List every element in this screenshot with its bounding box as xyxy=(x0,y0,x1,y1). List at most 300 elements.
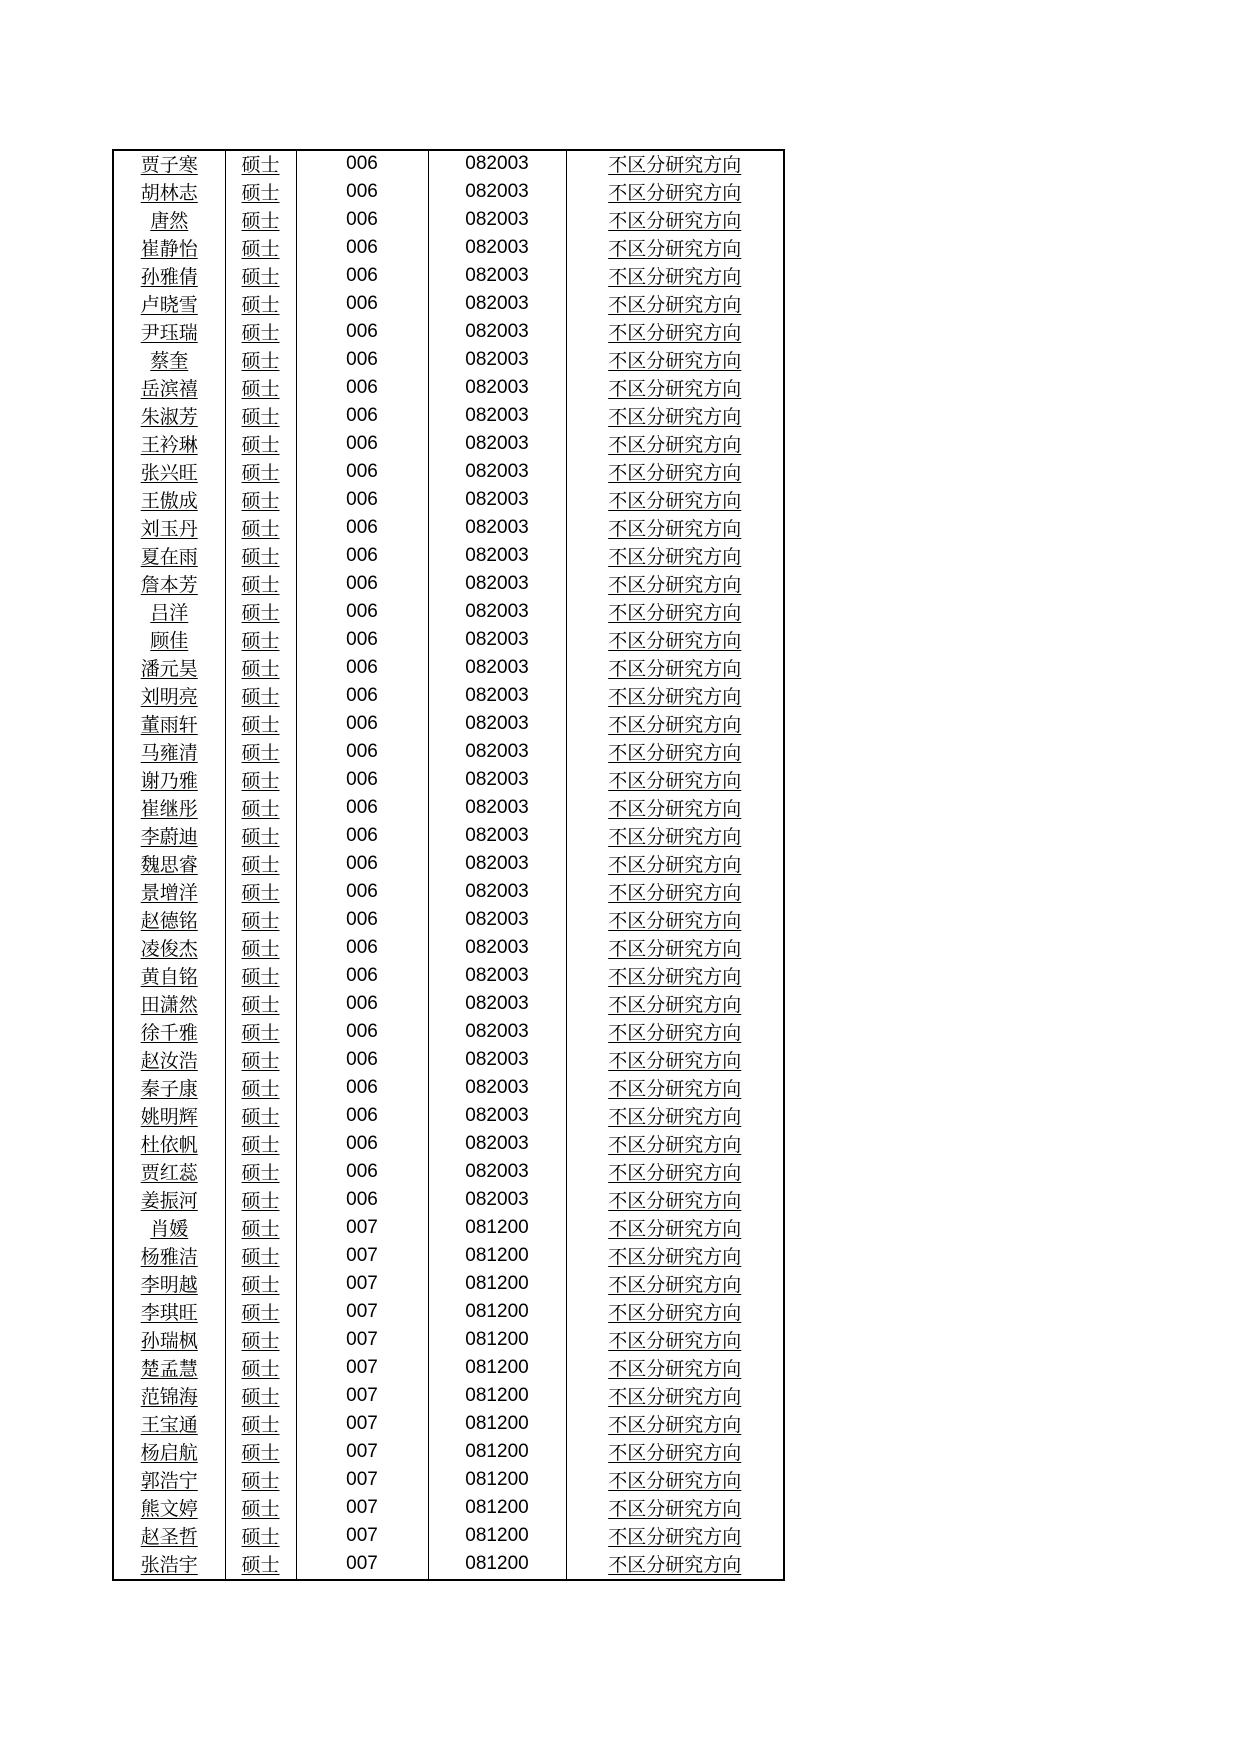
research-direction-cell: 不区分研究方向 xyxy=(566,1467,784,1495)
major-code-cell: 082003 xyxy=(428,963,566,991)
student-name-cell: 孙瑞枫 xyxy=(113,1327,225,1355)
table-row xyxy=(113,851,784,879)
major-code-cell: 082003 xyxy=(428,571,566,599)
major-code-cell: 082003 xyxy=(428,375,566,403)
student-name-cell: 谢乃雅 xyxy=(113,767,225,795)
department-code-cell: 006 xyxy=(296,431,428,459)
student-name-cell: 张浩宇 xyxy=(113,1551,225,1580)
student-name-cell: 王宝通 xyxy=(113,1411,225,1439)
table-row xyxy=(113,1355,784,1383)
major-code-cell: 081200 xyxy=(428,1215,566,1243)
department-code-cell: 007 xyxy=(296,1243,428,1271)
degree-type-cell: 硕士 xyxy=(225,263,296,291)
degree-type-cell: 硕士 xyxy=(225,935,296,963)
department-code-cell: 006 xyxy=(296,150,428,179)
research-direction-cell: 不区分研究方向 xyxy=(566,207,784,235)
department-code-cell: 007 xyxy=(296,1467,428,1495)
major-code-cell: 081200 xyxy=(428,1243,566,1271)
degree-type-cell: 硕士 xyxy=(225,179,296,207)
degree-type-cell: 硕士 xyxy=(225,1103,296,1131)
major-code-cell: 081200 xyxy=(428,1299,566,1327)
table-row xyxy=(113,179,784,207)
degree-type-cell: 硕士 xyxy=(225,1355,296,1383)
degree-type-cell: 硕士 xyxy=(225,1411,296,1439)
major-code-cell: 082003 xyxy=(428,1075,566,1103)
major-code-cell: 082003 xyxy=(428,683,566,711)
major-code-cell: 082003 xyxy=(428,543,566,571)
table-row xyxy=(113,1439,784,1467)
major-code-cell: 082003 xyxy=(428,515,566,543)
research-direction-cell: 不区分研究方向 xyxy=(566,1551,784,1580)
research-direction-cell: 不区分研究方向 xyxy=(566,1131,784,1159)
table-row xyxy=(113,1327,784,1355)
major-code-cell: 082003 xyxy=(428,879,566,907)
table-row xyxy=(113,599,784,627)
student-name-cell: 凌俊杰 xyxy=(113,935,225,963)
research-direction-cell: 不区分研究方向 xyxy=(566,1495,784,1523)
major-code-cell: 081200 xyxy=(428,1439,566,1467)
table-row xyxy=(113,655,784,683)
student-name-cell: 王衿琳 xyxy=(113,431,225,459)
student-name-cell: 崔静怡 xyxy=(113,235,225,263)
degree-type-cell: 硕士 xyxy=(225,1467,296,1495)
degree-type-cell: 硕士 xyxy=(225,1523,296,1551)
table-row xyxy=(113,1215,784,1243)
major-code-cell: 082003 xyxy=(428,627,566,655)
table-row xyxy=(113,515,784,543)
table-row xyxy=(113,935,784,963)
major-code-cell: 082003 xyxy=(428,1019,566,1047)
table-row xyxy=(113,263,784,291)
degree-type-cell: 硕士 xyxy=(225,1327,296,1355)
major-code-cell: 082003 xyxy=(428,291,566,319)
research-direction-cell: 不区分研究方向 xyxy=(566,1159,784,1187)
table-row xyxy=(113,291,784,319)
research-direction-cell: 不区分研究方向 xyxy=(566,1523,784,1551)
research-direction-cell: 不区分研究方向 xyxy=(566,150,784,179)
student-name-cell: 詹本芳 xyxy=(113,571,225,599)
research-direction-cell: 不区分研究方向 xyxy=(566,1243,784,1271)
major-code-cell: 082003 xyxy=(428,711,566,739)
major-code-cell: 082003 xyxy=(428,459,566,487)
research-direction-cell: 不区分研究方向 xyxy=(566,1047,784,1075)
student-name-cell: 顾佳 xyxy=(113,627,225,655)
degree-type-cell: 硕士 xyxy=(225,627,296,655)
student-name-cell: 赵圣哲 xyxy=(113,1523,225,1551)
student-name-cell: 刘玉丹 xyxy=(113,515,225,543)
major-code-cell: 082003 xyxy=(428,599,566,627)
student-name-cell: 姜振河 xyxy=(113,1187,225,1215)
department-code-cell: 006 xyxy=(296,963,428,991)
research-direction-cell: 不区分研究方向 xyxy=(566,431,784,459)
research-direction-cell: 不区分研究方向 xyxy=(566,1411,784,1439)
student-name-cell: 贾子寒 xyxy=(113,150,225,179)
degree-type-cell: 硕士 xyxy=(225,319,296,347)
table-row xyxy=(113,1187,784,1215)
major-code-cell: 081200 xyxy=(428,1467,566,1495)
department-code-cell: 006 xyxy=(296,1187,428,1215)
degree-type-cell: 硕士 xyxy=(225,991,296,1019)
table-row xyxy=(113,627,784,655)
student-name-cell: 张兴旺 xyxy=(113,459,225,487)
major-code-cell: 082003 xyxy=(428,150,566,179)
department-code-cell: 006 xyxy=(296,319,428,347)
student-name-cell: 李琪旺 xyxy=(113,1299,225,1327)
table-row xyxy=(113,879,784,907)
table-row xyxy=(113,375,784,403)
student-name-cell: 岳滨禧 xyxy=(113,375,225,403)
degree-type-cell: 硕士 xyxy=(225,683,296,711)
table-row xyxy=(113,1299,784,1327)
department-code-cell: 006 xyxy=(296,1047,428,1075)
degree-type-cell: 硕士 xyxy=(225,963,296,991)
major-code-cell: 082003 xyxy=(428,823,566,851)
research-direction-cell: 不区分研究方向 xyxy=(566,571,784,599)
degree-type-cell: 硕士 xyxy=(225,431,296,459)
major-code-cell: 081200 xyxy=(428,1523,566,1551)
table-row xyxy=(113,319,784,347)
degree-type-cell: 硕士 xyxy=(225,1131,296,1159)
table-row xyxy=(113,1271,784,1299)
degree-type-cell: 硕士 xyxy=(225,403,296,431)
department-code-cell: 007 xyxy=(296,1271,428,1299)
student-name-cell: 夏在雨 xyxy=(113,543,225,571)
department-code-cell: 006 xyxy=(296,291,428,319)
degree-type-cell: 硕士 xyxy=(225,571,296,599)
major-code-cell: 082003 xyxy=(428,851,566,879)
student-name-cell: 肖媛 xyxy=(113,1215,225,1243)
department-code-cell: 006 xyxy=(296,235,428,263)
major-code-cell: 081200 xyxy=(428,1495,566,1523)
major-code-cell: 082003 xyxy=(428,655,566,683)
table-row xyxy=(113,823,784,851)
department-code-cell: 007 xyxy=(296,1439,428,1467)
table-row xyxy=(113,235,784,263)
research-direction-cell: 不区分研究方向 xyxy=(566,1383,784,1411)
table-row xyxy=(113,711,784,739)
degree-type-cell: 硕士 xyxy=(225,795,296,823)
research-direction-cell: 不区分研究方向 xyxy=(566,683,784,711)
department-code-cell: 006 xyxy=(296,935,428,963)
degree-type-cell: 硕士 xyxy=(225,907,296,935)
student-name-cell: 董雨轩 xyxy=(113,711,225,739)
table-row xyxy=(113,907,784,935)
major-code-cell: 082003 xyxy=(428,431,566,459)
department-code-cell: 006 xyxy=(296,655,428,683)
degree-type-cell: 硕士 xyxy=(225,823,296,851)
research-direction-cell: 不区分研究方向 xyxy=(566,767,784,795)
major-code-cell: 082003 xyxy=(428,1187,566,1215)
student-name-cell: 姚明辉 xyxy=(113,1103,225,1131)
department-code-cell: 006 xyxy=(296,1103,428,1131)
roster-table-body xyxy=(113,150,784,1580)
research-direction-cell: 不区分研究方向 xyxy=(566,795,784,823)
degree-type-cell: 硕士 xyxy=(225,1271,296,1299)
department-code-cell: 007 xyxy=(296,1383,428,1411)
degree-type-cell: 硕士 xyxy=(225,655,296,683)
department-code-cell: 006 xyxy=(296,851,428,879)
department-code-cell: 007 xyxy=(296,1495,428,1523)
table-row xyxy=(113,1383,784,1411)
research-direction-cell: 不区分研究方向 xyxy=(566,935,784,963)
department-code-cell: 007 xyxy=(296,1327,428,1355)
table-row xyxy=(113,207,784,235)
degree-type-cell: 硕士 xyxy=(225,1383,296,1411)
degree-type-cell: 硕士 xyxy=(225,599,296,627)
table-row xyxy=(113,1467,784,1495)
degree-type-cell: 硕士 xyxy=(225,739,296,767)
degree-type-cell: 硕士 xyxy=(225,1243,296,1271)
degree-type-cell: 硕士 xyxy=(225,1047,296,1075)
major-code-cell: 081200 xyxy=(428,1551,566,1580)
student-name-cell: 卢晓雪 xyxy=(113,291,225,319)
major-code-cell: 082003 xyxy=(428,1159,566,1187)
department-code-cell: 006 xyxy=(296,459,428,487)
department-code-cell: 007 xyxy=(296,1215,428,1243)
degree-type-cell: 硕士 xyxy=(225,1551,296,1580)
department-code-cell: 006 xyxy=(296,823,428,851)
student-name-cell: 杜依帆 xyxy=(113,1131,225,1159)
department-code-cell: 006 xyxy=(296,1075,428,1103)
major-code-cell: 082003 xyxy=(428,207,566,235)
department-code-cell: 006 xyxy=(296,711,428,739)
department-code-cell: 006 xyxy=(296,683,428,711)
research-direction-cell: 不区分研究方向 xyxy=(566,1271,784,1299)
major-code-cell: 082003 xyxy=(428,1103,566,1131)
research-direction-cell: 不区分研究方向 xyxy=(566,543,784,571)
research-direction-cell: 不区分研究方向 xyxy=(566,1215,784,1243)
degree-type-cell: 硕士 xyxy=(225,1215,296,1243)
student-name-cell: 楚孟慧 xyxy=(113,1355,225,1383)
student-name-cell: 贾红蕊 xyxy=(113,1159,225,1187)
department-code-cell: 006 xyxy=(296,767,428,795)
research-direction-cell: 不区分研究方向 xyxy=(566,179,784,207)
major-code-cell: 082003 xyxy=(428,487,566,515)
table-row xyxy=(113,1103,784,1131)
student-name-cell: 范锦海 xyxy=(113,1383,225,1411)
degree-type-cell: 硕士 xyxy=(225,150,296,179)
table-row xyxy=(113,1047,784,1075)
table-row xyxy=(113,1131,784,1159)
degree-type-cell: 硕士 xyxy=(225,487,296,515)
department-code-cell: 006 xyxy=(296,907,428,935)
department-code-cell: 006 xyxy=(296,403,428,431)
table-row xyxy=(113,683,784,711)
major-code-cell: 082003 xyxy=(428,179,566,207)
research-direction-cell: 不区分研究方向 xyxy=(566,963,784,991)
table-row xyxy=(113,431,784,459)
degree-type-cell: 硕士 xyxy=(225,1187,296,1215)
research-direction-cell: 不区分研究方向 xyxy=(566,1187,784,1215)
research-direction-cell: 不区分研究方向 xyxy=(566,907,784,935)
department-code-cell: 006 xyxy=(296,1159,428,1187)
degree-type-cell: 硕士 xyxy=(225,235,296,263)
table-row xyxy=(113,403,784,431)
research-direction-cell: 不区分研究方向 xyxy=(566,851,784,879)
research-direction-cell: 不区分研究方向 xyxy=(566,1075,784,1103)
department-code-cell: 007 xyxy=(296,1411,428,1439)
major-code-cell: 082003 xyxy=(428,935,566,963)
research-direction-cell: 不区分研究方向 xyxy=(566,1439,784,1467)
department-code-cell: 006 xyxy=(296,739,428,767)
research-direction-cell: 不区分研究方向 xyxy=(566,1019,784,1047)
student-name-cell: 刘明亮 xyxy=(113,683,225,711)
department-code-cell: 006 xyxy=(296,599,428,627)
department-code-cell: 006 xyxy=(296,571,428,599)
research-direction-cell: 不区分研究方向 xyxy=(566,235,784,263)
major-code-cell: 082003 xyxy=(428,263,566,291)
major-code-cell: 082003 xyxy=(428,403,566,431)
student-name-cell: 杨启航 xyxy=(113,1439,225,1467)
department-code-cell: 006 xyxy=(296,263,428,291)
student-name-cell: 郭浩宁 xyxy=(113,1467,225,1495)
student-name-cell: 马雍清 xyxy=(113,739,225,767)
degree-type-cell: 硕士 xyxy=(225,1019,296,1047)
table-row xyxy=(113,1411,784,1439)
student-name-cell: 魏思睿 xyxy=(113,851,225,879)
table-row xyxy=(113,150,784,179)
department-code-cell: 006 xyxy=(296,1131,428,1159)
department-code-cell: 007 xyxy=(296,1299,428,1327)
student-name-cell: 景增洋 xyxy=(113,879,225,907)
student-name-cell: 蔡奎 xyxy=(113,347,225,375)
research-direction-cell: 不区分研究方向 xyxy=(566,291,784,319)
major-code-cell: 082003 xyxy=(428,795,566,823)
degree-type-cell: 硕士 xyxy=(225,711,296,739)
department-code-cell: 006 xyxy=(296,879,428,907)
table-row xyxy=(113,1159,784,1187)
student-name-cell: 王傲成 xyxy=(113,487,225,515)
degree-type-cell: 硕士 xyxy=(225,879,296,907)
student-name-cell: 潘元昊 xyxy=(113,655,225,683)
department-code-cell: 006 xyxy=(296,207,428,235)
table-row xyxy=(113,1495,784,1523)
table-row xyxy=(113,543,784,571)
major-code-cell: 081200 xyxy=(428,1327,566,1355)
degree-type-cell: 硕士 xyxy=(225,1075,296,1103)
research-direction-cell: 不区分研究方向 xyxy=(566,991,784,1019)
student-name-cell: 朱淑芳 xyxy=(113,403,225,431)
student-name-cell: 尹珏瑞 xyxy=(113,319,225,347)
student-name-cell: 赵汝浩 xyxy=(113,1047,225,1075)
department-code-cell: 006 xyxy=(296,627,428,655)
student-name-cell: 徐千雅 xyxy=(113,1019,225,1047)
research-direction-cell: 不区分研究方向 xyxy=(566,515,784,543)
table-row xyxy=(113,571,784,599)
research-direction-cell: 不区分研究方向 xyxy=(566,1103,784,1131)
student-name-cell: 吕洋 xyxy=(113,599,225,627)
department-code-cell: 006 xyxy=(296,347,428,375)
major-code-cell: 082003 xyxy=(428,347,566,375)
degree-type-cell: 硕士 xyxy=(225,207,296,235)
table-row xyxy=(113,487,784,515)
student-name-cell: 熊文婷 xyxy=(113,1495,225,1523)
research-direction-cell: 不区分研究方向 xyxy=(566,403,784,431)
degree-type-cell: 硕士 xyxy=(225,1159,296,1187)
department-code-cell: 006 xyxy=(296,543,428,571)
research-direction-cell: 不区分研究方向 xyxy=(566,655,784,683)
major-code-cell: 082003 xyxy=(428,235,566,263)
major-code-cell: 082003 xyxy=(428,319,566,347)
table-row xyxy=(113,767,784,795)
department-code-cell: 006 xyxy=(296,795,428,823)
student-name-cell: 孙雅倩 xyxy=(113,263,225,291)
table-row xyxy=(113,347,784,375)
department-code-cell: 006 xyxy=(296,515,428,543)
degree-type-cell: 硕士 xyxy=(225,459,296,487)
degree-type-cell: 硕士 xyxy=(225,515,296,543)
research-direction-cell: 不区分研究方向 xyxy=(566,627,784,655)
major-code-cell: 082003 xyxy=(428,767,566,795)
degree-type-cell: 硕士 xyxy=(225,1495,296,1523)
major-code-cell: 081200 xyxy=(428,1271,566,1299)
research-direction-cell: 不区分研究方向 xyxy=(566,459,784,487)
department-code-cell: 006 xyxy=(296,991,428,1019)
degree-type-cell: 硕士 xyxy=(225,375,296,403)
major-code-cell: 082003 xyxy=(428,739,566,767)
table-row xyxy=(113,459,784,487)
student-name-cell: 赵德铭 xyxy=(113,907,225,935)
table-row xyxy=(113,1523,784,1551)
research-direction-cell: 不区分研究方向 xyxy=(566,1355,784,1383)
major-code-cell: 082003 xyxy=(428,1047,566,1075)
degree-type-cell: 硕士 xyxy=(225,543,296,571)
major-code-cell: 082003 xyxy=(428,991,566,1019)
table-row xyxy=(113,795,784,823)
degree-type-cell: 硕士 xyxy=(225,291,296,319)
table-row xyxy=(113,739,784,767)
major-code-cell: 082003 xyxy=(428,1131,566,1159)
student-name-cell: 唐然 xyxy=(113,207,225,235)
student-name-cell: 秦子康 xyxy=(113,1075,225,1103)
department-code-cell: 006 xyxy=(296,179,428,207)
student-name-cell: 杨雅洁 xyxy=(113,1243,225,1271)
research-direction-cell: 不区分研究方向 xyxy=(566,263,784,291)
research-direction-cell: 不区分研究方向 xyxy=(566,319,784,347)
admission-roster-table xyxy=(112,149,785,1581)
research-direction-cell: 不区分研究方向 xyxy=(566,599,784,627)
table-row xyxy=(113,991,784,1019)
department-code-cell: 006 xyxy=(296,1019,428,1047)
research-direction-cell: 不区分研究方向 xyxy=(566,879,784,907)
student-name-cell: 李明越 xyxy=(113,1271,225,1299)
table-row xyxy=(113,963,784,991)
degree-type-cell: 硕士 xyxy=(225,767,296,795)
table-row xyxy=(113,1075,784,1103)
degree-type-cell: 硕士 xyxy=(225,1439,296,1467)
department-code-cell: 006 xyxy=(296,487,428,515)
degree-type-cell: 硕士 xyxy=(225,347,296,375)
student-name-cell: 崔继彤 xyxy=(113,795,225,823)
major-code-cell: 081200 xyxy=(428,1411,566,1439)
student-name-cell: 李蔚迪 xyxy=(113,823,225,851)
degree-type-cell: 硕士 xyxy=(225,851,296,879)
major-code-cell: 082003 xyxy=(428,907,566,935)
major-code-cell: 081200 xyxy=(428,1355,566,1383)
research-direction-cell: 不区分研究方向 xyxy=(566,739,784,767)
research-direction-cell: 不区分研究方向 xyxy=(566,1299,784,1327)
research-direction-cell: 不区分研究方向 xyxy=(566,823,784,851)
student-name-cell: 黄自铭 xyxy=(113,963,225,991)
department-code-cell: 007 xyxy=(296,1523,428,1551)
table-row xyxy=(113,1019,784,1047)
student-name-cell: 胡林志 xyxy=(113,179,225,207)
research-direction-cell: 不区分研究方向 xyxy=(566,487,784,515)
department-code-cell: 007 xyxy=(296,1355,428,1383)
research-direction-cell: 不区分研究方向 xyxy=(566,375,784,403)
research-direction-cell: 不区分研究方向 xyxy=(566,347,784,375)
table-row xyxy=(113,1551,784,1580)
